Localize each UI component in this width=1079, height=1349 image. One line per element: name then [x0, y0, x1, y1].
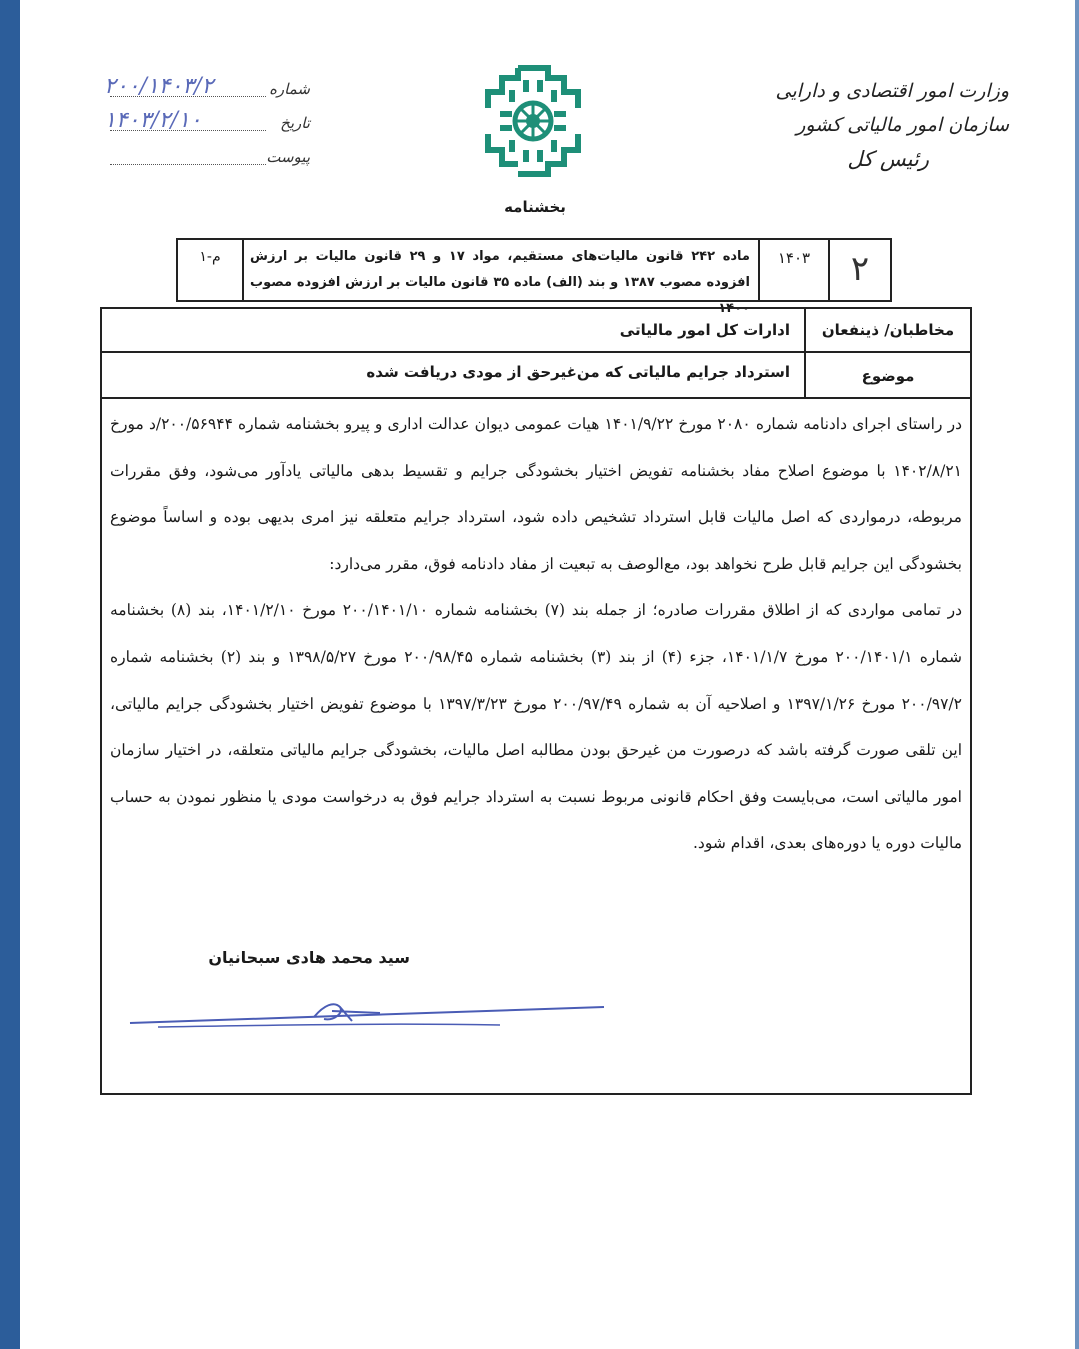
attachment-dots	[110, 164, 266, 165]
reference-block	[100, 74, 310, 176]
body-paragraph-2: در تمامی مواردی که از اطلاق مقررات صادره؛ از جمله بند (۷) بخشنامه شماره ۲۰۰/۱۴۰۱/۱۰ مورخ ۱۴۰۱/۲/۱۰، بند (۸) بخشنامه شماره ۲۰۰/۱۴۰۱/۱ مورخ ۱۴۰۱/۱/۷، جزء (۴) از بند (۳) بخشنامه شماره ۲۰۰/۹۸/۴۵ مورخ ۱۳۹۸/۵/۲۷ و بند (۲) بخشنامه شماره ۲۰۰/۹۷/۲ مورخ ۱۳۹۷/۱/۲۶ و اصلاحیه آن به شماره ۲۰۰/۹۷/۴۹ مورخ ۱۳۹۷/۳/۲۳ با موضوع تفویض اختیار بخشودگی جرایم مالیاتی، این تلقی صورت گرفته باشد که درصورت من غیرحق بودن مطالبه اصل مالیات، بخشودگی جرایم مالیاتی متعلقه، در اختیار سازمان امور مالیاتی است، می‌بایست وفق احکام قانونی مربوط نسبت به استرداد جرایم فوق به درخواست مودی یا منظور نمودن به حساب مالیات دوره یا دوره‌های بعدی، اقدام شود.	[110, 601, 963, 853]
handwritten-signature-icon	[128, 995, 608, 1031]
circular-title: بخشنامه	[504, 198, 566, 216]
number-row	[100, 74, 310, 108]
attachment-label: پیوست	[266, 148, 310, 166]
page-edge	[1075, 0, 1079, 1349]
subject-value: استرداد جرایم مالیاتی که من‌غیرحق از مودی دریافت شده	[366, 363, 790, 381]
date-label: تاریخ	[280, 114, 310, 132]
letter-body	[110, 401, 962, 867]
circular-index-table	[176, 238, 892, 316]
subject-label: موضوع	[804, 351, 970, 397]
date-value: ۱۴۰۳/۲/۱۰	[104, 108, 202, 133]
letter-body-frame	[100, 307, 972, 1095]
attachment-row	[100, 142, 310, 176]
tax-organization-emblem-icon	[478, 62, 588, 180]
date-row	[100, 108, 310, 142]
addressees-label: مخاطبان/ ذینفعان	[804, 309, 970, 351]
organization-name: سازمان امور مالیاتی کشور	[796, 114, 1009, 136]
legal-reference: ماده ۲۴۲ قانون مالیات‌های مستقیم، مواد ۱۷ و ۲۹ قانون مالیات بر ارزش افزوده مصوب ۱۳۸۷ و بند (الف) ماده ۳۵ قانون مالیات بر ارزش افزوده مصوب ۱۴۰۰	[242, 240, 758, 300]
circular-year: ۱۴۰۳	[758, 240, 828, 300]
addressees-row	[102, 309, 970, 353]
ministry-name: وزارت امور اقتصادی و دارایی	[775, 80, 1009, 102]
addressees-value: ادارات کل امور مالیاتی	[619, 321, 790, 339]
head-title: رئیس کل	[847, 147, 929, 171]
signatory-name: سید محمد هادی سبحانیان	[208, 948, 410, 967]
body-paragraph-1: در راستای اجرای دادنامه شماره ۲۰۸۰ مورخ ۱۴۰۱/۹/۲۲ هیات عمومی دیوان عدالت اداری و پیرو بخشنامه شماره ۲۰۰/۵۶۹۴۴/د مورخ ۱۴۰۲/۸/۲۱ با موضوع اصلاح مفاد بخشنامه تفویض اختیار بخشودگی جرایم و تقسیط بدهی مالیاتی یادآور می‌شود، وفق مقررات مربوطه، درمواردی که اصل مالیات قابل استرداد تشخیص داده شود، استرداد جرایم متعلقه نیز امری بدیهی بوده و اساساً موضوع بخشودگی این جرایم قابل طرح نخواهد بود، مع‌الوصف به تبعیت از مفاد دادنامه فوق، مقرر می‌دارد:	[110, 415, 963, 573]
ministry-header	[689, 74, 1009, 176]
number-label: شماره	[269, 80, 310, 98]
reference-code: م-۱	[199, 249, 221, 265]
scan-edge-strip	[0, 0, 20, 1349]
subject-row	[102, 351, 970, 399]
circular-code: ۲	[828, 240, 890, 300]
number-value: ۲۰۰/۱۴۰۳/۲	[104, 74, 214, 99]
